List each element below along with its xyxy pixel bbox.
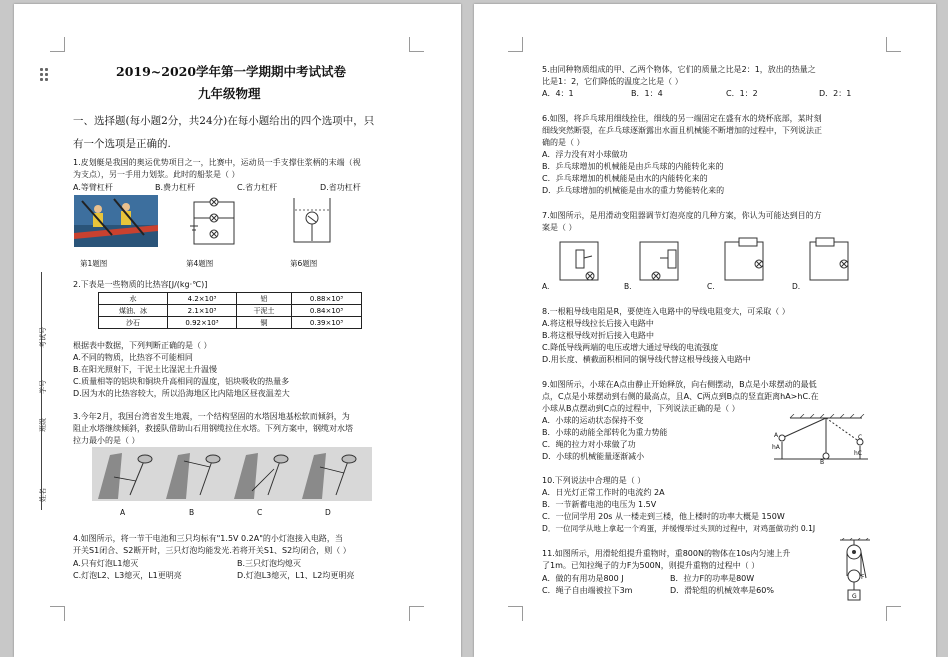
section-heading: 一、选择题(每小题2分，共24分)在每小题给出的四个选项中，只 [73, 115, 375, 127]
q1-option: C.省力杠杆 [237, 183, 278, 192]
q8-option: A.将这根导线拉长后接入电路中 [542, 319, 654, 328]
fig-label: B [820, 459, 825, 466]
q9-line: 小球从B点摆动到C点的过程中，下列说法正确的是（ ） [542, 404, 740, 413]
q5-line: 比是1：2，它们降低的温度之比是（ ） [542, 77, 683, 86]
q11-line: 了1m。已知拉绳子的力F为500N，则提升重物的过程中（ ） [542, 561, 760, 570]
q9-line: 9.如图所示，小球在A点由静止开始释放，向右侧摆动，B点是小球摆动的最低 [542, 380, 817, 389]
q10-option: B．一节新蓄电池的电压为 1.5V [542, 500, 657, 509]
drag-handle-icon[interactable] [40, 68, 50, 82]
table-cell: 沙石 [99, 317, 168, 329]
exam-title: 2019~2020学年第一学期期中考试试卷 [116, 64, 347, 79]
q6-option: B．乒乓球增加的机械能是由乒乓球的内能转化来的 [542, 162, 724, 171]
table-cell: 煤油、冰 [99, 305, 168, 317]
q7-option-label: C. [707, 282, 715, 291]
q7-option-label: B. [624, 282, 632, 291]
q8-option: D.用长度、横截面积相同的铜导线代替这根导线接入电路中 [542, 355, 751, 364]
q11-option: A．做的有用功是800 J [542, 574, 624, 583]
table-cell: 水 [99, 293, 168, 305]
q5-option: B．1：4 [631, 89, 663, 98]
q3-option-label: D [325, 508, 331, 517]
circuit-diagram-q4 [184, 196, 246, 250]
kayak-photo [74, 195, 158, 247]
q3-line: 阻止水塔继续倾斜，救援队借助山石用钢缆拉住水塔。下列方案中，钢缆对水塔 [73, 424, 353, 433]
q4-option: B.三只灯泡均熄灭 [237, 559, 302, 568]
crop-mark [409, 37, 424, 52]
q10-option: D．一位同学从地上拿起一个鸡蛋，并缓慢举过头顶的过程中，对鸡蛋做功约 0.1J [542, 524, 816, 533]
beaker-diagram-q6 [290, 194, 334, 246]
q7-line: 7.如图所示，是用滑动变阻器调节灯泡亮度的几种方案，你认为可能达到目的方 [542, 211, 822, 220]
q2-option: C.质量相等的铝块和铜块升高相同的温度，铝块吸收的热量多 [73, 377, 290, 386]
table-cell: 2.1×10³ [168, 305, 237, 317]
q8-option: B.将这根导线对折后接入电路中 [542, 331, 655, 340]
crop-mark [508, 606, 523, 621]
fig-label: C [858, 434, 863, 441]
q7-line: 案是（ ） [542, 223, 577, 232]
q3-option-label: B [189, 508, 195, 517]
side-label-student-no: 学号 [39, 380, 47, 394]
q9-option: C．绳的拉力对小球做了功 [542, 440, 636, 449]
exam-page-right [474, 4, 936, 657]
q7-option-label: D. [792, 282, 801, 291]
q5-line: 5.由同种物质组成的甲、乙两个物体，它们的质量之比是2：1，放出的热量之 [542, 65, 816, 74]
table-cell: 铜 [237, 317, 292, 329]
q3-line: 拉力最小的是（ ） [73, 436, 140, 445]
q2-option: A.不同的物质，比热容不可能相同 [73, 353, 193, 362]
q11-option: C．绳子自由端被拉下3m [542, 586, 633, 595]
q1-option: D.省功杠杆 [320, 183, 361, 192]
q2-option: D.因为水的比热容较大，所以沿海地区比内陆地区昼夜温差大 [73, 389, 290, 398]
q6-option: D．乒乓球增加的机械能是由水的重力势能转化来的 [542, 186, 725, 195]
q4-option: C.灯泡L2、L3熄灭，L1更明亮 [73, 571, 182, 580]
q10-option: C．一位同学用 20s 从一楼走到三楼，他上楼时的功率大概是 150W [542, 512, 785, 521]
side-label-exam-no: 考试号 [39, 327, 47, 348]
q3-option-label: A [120, 508, 126, 517]
fig-label: hA [772, 444, 780, 451]
table-cell: 0.39×10³ [292, 317, 362, 329]
q10-option: A．日光灯正常工作时的电流约 2A [542, 488, 665, 497]
q9-option: B．小球的动能全部转化为重力势能 [542, 428, 668, 437]
section-heading-cont: 有一个选项是正确的. [73, 138, 171, 150]
crop-mark [886, 37, 901, 52]
fig-label: hC [854, 450, 862, 457]
crop-mark [886, 606, 901, 621]
table-cell: 干泥土 [237, 305, 292, 317]
table-cell: 0.88×10³ [292, 293, 362, 305]
q11-option: B．拉力F的功率是80W [670, 574, 755, 583]
q10-line: 10.下列说法中合理的是（ ） [542, 476, 646, 485]
q9-option: A．小球的运动状态保持不变 [542, 416, 644, 425]
crop-mark [409, 606, 424, 621]
q11-line: 11.如图所示，用滑轮组提升重物时，重800N的物体在10s内匀速上升 [542, 549, 791, 558]
exam-page-left [14, 4, 461, 657]
q2-option: B.在阳光照射下，干泥土比湿泥土升温慢 [73, 365, 218, 374]
crop-mark [50, 37, 65, 52]
side-label-name: 姓名 [39, 488, 47, 502]
exam-subtitle: 九年级物理 [198, 86, 261, 101]
crop-mark [508, 37, 523, 52]
q4-option: A.只有灯泡L1熄灭 [73, 559, 139, 568]
table-row [99, 317, 362, 329]
q8-option: C.降低导线两端的电压或增大通过导线的电流强度 [542, 343, 719, 352]
figure-caption: 第1题图 [80, 259, 108, 268]
q3-line: 3.今年2月，我国台湾省发生地震，一个结构坚固的水塔因地基松软而倾斜，为 [73, 412, 350, 421]
q9-option: D．小球的机械能量逐渐减小 [542, 452, 645, 461]
figure-caption: 第4题图 [186, 259, 214, 268]
specific-heat-table [98, 292, 362, 329]
table-row [99, 305, 362, 317]
table-cell: 4.2×10³ [168, 293, 237, 305]
q1-option: B.费力杠杆 [155, 183, 196, 192]
q3-option-label: C [257, 508, 263, 517]
q5-option: C．1：2 [726, 89, 758, 98]
figure-caption: 第6题图 [290, 259, 318, 268]
water-tower-photo [92, 447, 372, 501]
fig-label: A [774, 432, 779, 439]
q1-line: 1.皮划艇是我国的奥运优势项目之一，比赛中，运动员一手支撑住浆柄的末端（视 [73, 158, 361, 167]
q6-option: A．浮力没有对小球做功 [542, 150, 628, 159]
q4-line: 4.如图所示，将一节干电池和三只均标有"1.5V 0.2A"的小灯泡接入电路，当 [73, 534, 343, 543]
q5-option: A．4：1 [542, 89, 574, 98]
q6-line: 6.如图，将乒乓球用细线拴住，细线的另一端固定在盛有水的烧杯底部，某时刻 [542, 114, 822, 123]
q7-option-label: A. [542, 282, 550, 291]
table-cell: 0.92×10³ [168, 317, 237, 329]
fig-label: G [852, 593, 857, 600]
q1-option: A.等臂杠杆 [73, 183, 113, 192]
fig-label: F [861, 574, 865, 581]
q6-line: 细线突然断裂，在乒乓球逐渐露出水面且机械能不断增加的过程中，下列说法正 [542, 126, 822, 135]
side-label-class: 班级 [39, 418, 47, 432]
table-cell: 铝 [237, 293, 292, 305]
table-cell: 0.84×10³ [292, 305, 362, 317]
q8-line: 8.一根粗导线电阻是R，要使连入电路中的导线电阻变大，可采取（ ） [542, 307, 790, 316]
q5-option: D．2：1 [819, 89, 852, 98]
q2-line: 根据表中数据，下列判断正确的是（ ） [73, 341, 212, 350]
q2-heading: 2.下表是一些物质的比热容[J/(kg·℃)] [73, 280, 208, 289]
q4-option: D.灯泡L3熄灭，L1、L2均更明亮 [237, 571, 355, 580]
q1-line: 为支点），另一手用力划浆。此时的船浆是（ ） [73, 170, 240, 179]
q4-line: 开关S1闭合、S2断开时，三只灯泡均能发光.若将开关S1、S2均闭合，则（ ） [73, 546, 351, 555]
rheostat-circuits-q7 [554, 236, 884, 288]
crop-mark [50, 606, 65, 621]
q11-option: D．滑轮组的机械效率是60% [670, 586, 774, 595]
table-row [99, 293, 362, 305]
q6-line: 确的是（ ） [542, 138, 585, 147]
q9-line: 点，C点是小球摆动到右侧的最高点，且A、C两点到B点的竖直距离hA>hC.在 [542, 392, 819, 401]
q6-option: C．乒乓球增加的机械能是由水的内能转化来的 [542, 174, 708, 183]
